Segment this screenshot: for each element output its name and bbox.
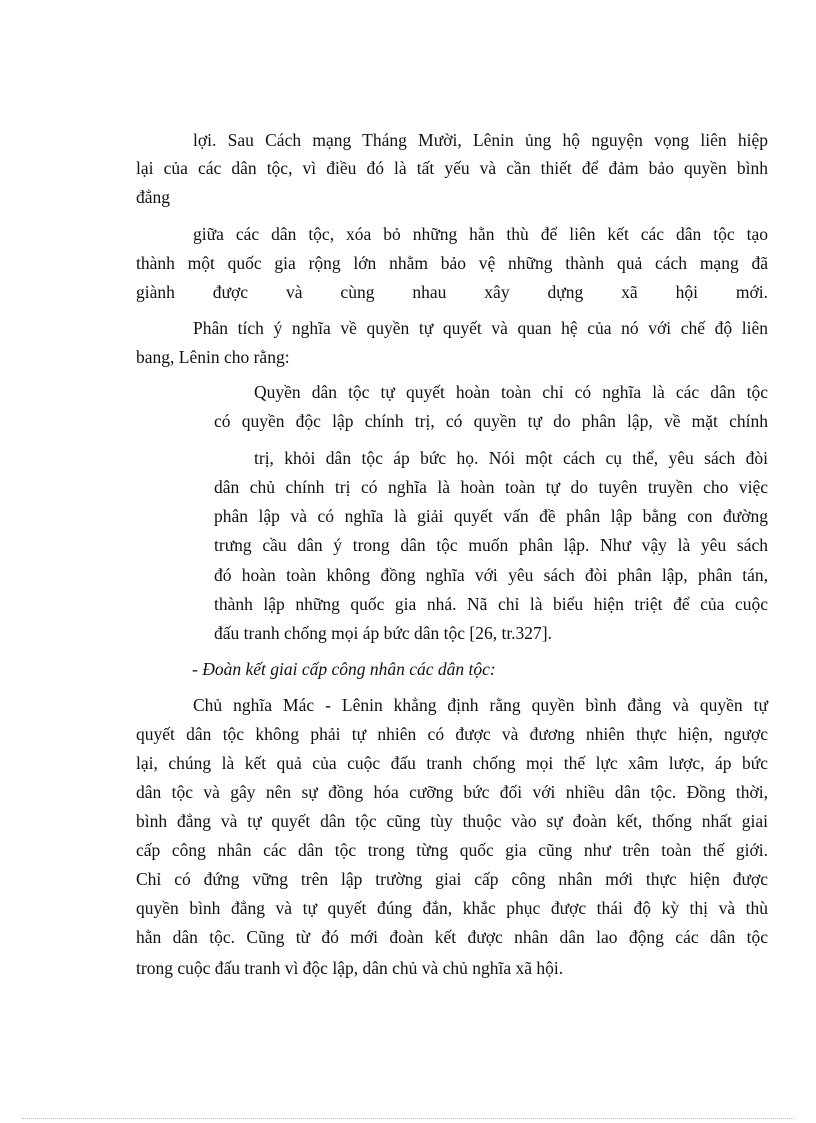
quote-line-5: phân lập và có nghĩa là giải quyết vấn đề phân lập bằng con đường: [214, 506, 768, 526]
quote-line-3: trị, khỏi dân tộc áp bức họ. Nói một cách cụ thể, yêu sách đòi: [254, 448, 768, 468]
para3-line-2: bang, Lênin cho rằng:: [136, 347, 290, 367]
para4-line-5: bình đẳng và tự quyết dân tộc cũng tùy thuộc vào sự đoàn kết, thống nhất giai: [136, 811, 768, 831]
para1-line-2: lại của các dân tộc, vì điều đó là tất yếu và cần thiết để đảm bảo quyền bình: [136, 158, 768, 178]
para4-line-1: Chủ nghĩa Mác - Lênin khẳng định rằng quyền bình đẳng và quyền tự: [193, 695, 768, 715]
quote-line-6: trưng cầu dân ý trong dân tộc muốn phân lập. Như vậy là yêu sách: [214, 535, 768, 555]
page-bottom-divider: [22, 1118, 794, 1119]
para4-line-6: cấp công nhân các dân tộc trong từng quốc gia cũng như trên toàn thế giới.: [136, 840, 768, 860]
quote-line-4: dân chủ chính trị có nghĩa là hoàn toàn tự do tuyên truyền cho việc: [214, 477, 768, 497]
quote-line-8: thành lập những quốc gia nhá. Nã chỉ là biểu hiện triệt để của cuộc: [214, 594, 768, 614]
para4-line-7: Chỉ có đứng vững trên lập trường giai cấp công nhân mới thực hiện được: [136, 869, 768, 889]
para4-line-2: quyết dân tộc không phải tự nhiên có được và đương nhiên thực hiện, ngược: [136, 724, 768, 744]
quote-line-1: Quyền dân tộc tự quyết hoàn toàn chỉ có nghĩa là các dân tộc: [254, 382, 768, 402]
para2-line-1: giữa các dân tộc, xóa bỏ những hằn thù để liên kết các dân tộc tạo: [193, 224, 768, 244]
para1-line-3: đẳng: [136, 187, 171, 207]
para4-line-9: hằn dân tộc. Cũng từ đó mới đoàn kết được nhân dân lao động các dân tộc: [136, 927, 768, 947]
para1-line-1: lợi. Sau Cách mạng Tháng Mười, Lênin ủng hộ nguyện vọng liên hiệp: [193, 130, 768, 150]
para4-line-4: dân tộc và gây nên sự đồng hóa cưỡng bức đối với nhiều dân tộc. Đồng thời,: [136, 782, 768, 802]
para4-line-10: trong cuộc đấu tranh vì độc lập, dân chủ và chủ nghĩa xã hội.: [136, 958, 564, 978]
para4-line-3: lại, chúng là kết quả của cuộc đấu tranh chống mọi thế lực xâm lược, áp bức: [136, 753, 768, 773]
quote-line-7: đó hoàn toàn không đồng nghĩa với yêu sách đòi phân lập, phân tán,: [214, 565, 768, 585]
quote-line-9: đấu tranh chống mọi áp bức dân tộc [26, tr.327].: [214, 623, 553, 643]
para3-line-1: Phân tích ý nghĩa về quyền tự quyết và quan hệ của nó với chế độ liên: [193, 318, 768, 338]
para2-line-3: giành được và cùng nhau xây dựng xã hội mới.: [136, 282, 768, 302]
quote-line-2: có quyền độc lập chính trị, có quyền tự do phân lập, về mặt chính: [214, 411, 768, 431]
para2-line-2: thành một quốc gia rộng lớn nhằm bảo vệ những thành quả cách mạng đã: [136, 253, 768, 273]
para4-line-8: quyền bình đẳng và tự quyết đúng đắn, khắc phục được thái độ kỳ thị và thù: [136, 898, 768, 918]
section-heading: - Đoàn kết giai cấp công nhân các dân tộc:: [192, 659, 496, 679]
